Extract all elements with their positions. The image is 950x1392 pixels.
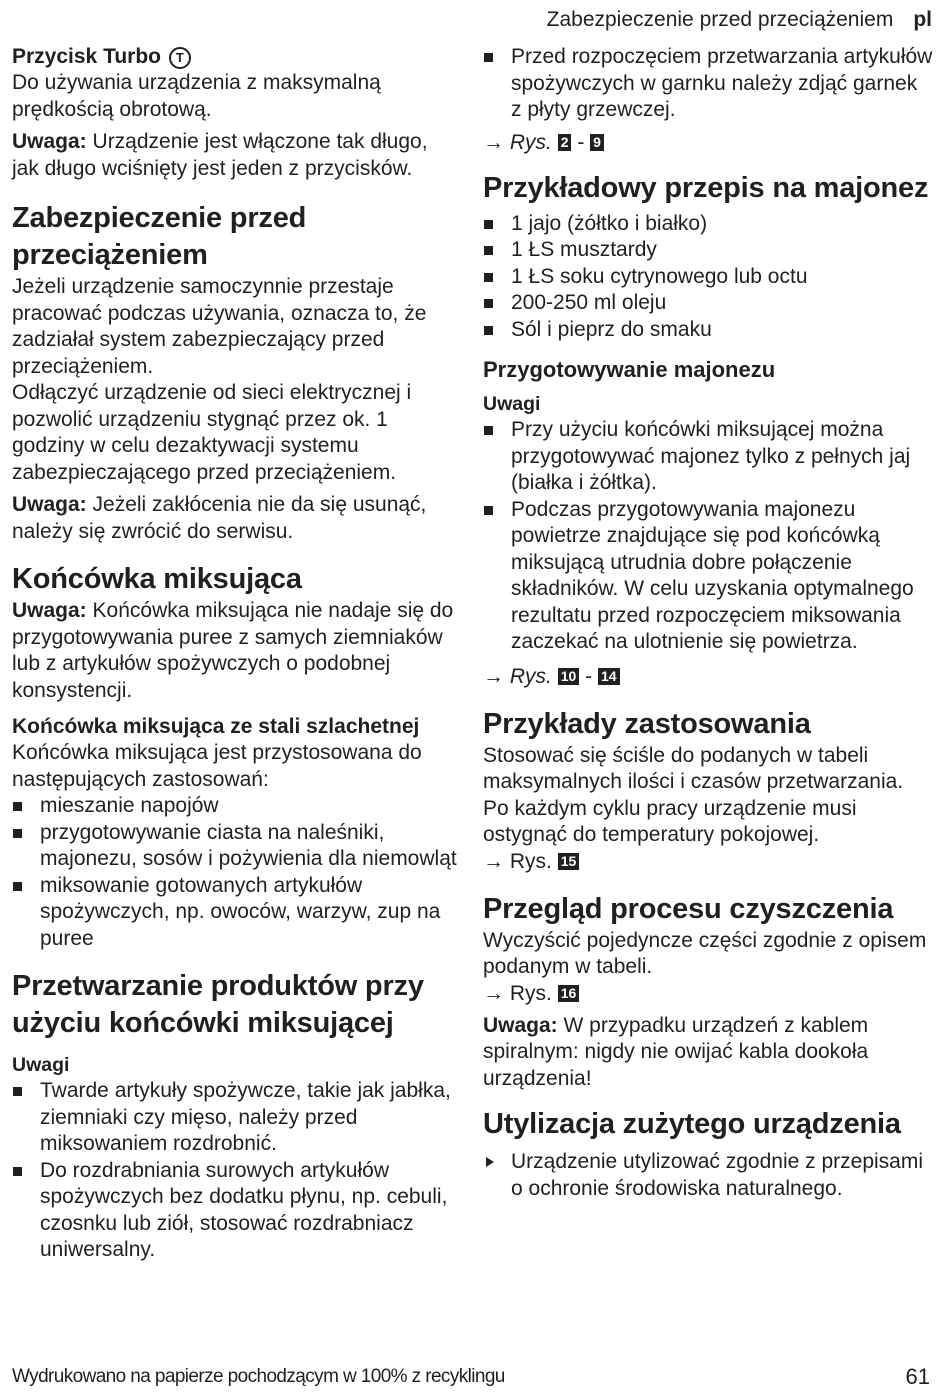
bullet-icon [484, 220, 493, 229]
list-item [483, 497, 933, 656]
overload-paragraph-1: Jeżeli urządzenie samoczynnie przestaje pracować podczas używania, oznacza to, że zadziałał system zabezpieczający przed przeciążeniem. [12, 275, 427, 378]
left-column [12, 44, 460, 1264]
steel-text: Końcówka miksująca jest przystosowana do następujących zastosowań: [12, 741, 422, 791]
page-number: 61 [905, 1364, 930, 1389]
figure-number: 2 [558, 134, 572, 151]
list-item-text: 1 jajo (żółtko i białko) [511, 211, 708, 235]
list-item-text: Przy użyciu końcówki miksującej można przygotowywać majonez tylko z pełnych jaj (białka i żółtka). [511, 418, 911, 494]
processing-notes-heading: Uwagi [12, 1054, 70, 1076]
bullet-icon [484, 246, 493, 255]
list-item-text: Sól i pieprz do smaku [511, 317, 712, 341]
list-item-text: mieszanie napojów [40, 794, 219, 817]
list-item-text: 200-250 ml oleju [511, 291, 667, 314]
language-tag: pl [913, 8, 932, 31]
bullet-icon [484, 326, 493, 335]
arrow-icon: → [483, 981, 504, 1005]
list-item [483, 317, 933, 344]
prep-notes-heading: Uwagi [483, 393, 541, 415]
arrow-icon: → [483, 849, 504, 873]
steel-heading: Końcówka miksująca ze stali szlachetnej [12, 715, 420, 738]
list-item [483, 290, 933, 317]
overload-heading: Zabezpieczenie przed przeciążeniem [12, 202, 307, 271]
turbo-heading [12, 44, 460, 70]
list-item [483, 1149, 933, 1202]
bullet-icon [484, 273, 493, 282]
list-item-text: 1 ŁS soku cytrynowego lub octu [511, 264, 808, 288]
note-text: W przypadku urządzeń z kablem spiralnym: nigdy nie owijać kabla dookoła urządzenia! [483, 1013, 869, 1090]
continued-list [483, 44, 933, 124]
figure-label: Rys. [509, 664, 552, 688]
prep-list [483, 417, 933, 656]
bullet-icon [484, 53, 493, 62]
list-item [12, 1158, 460, 1264]
bullet-icon [13, 802, 22, 811]
figure-reference [483, 981, 933, 1007]
list-item-text: 1 ŁS musztardy [511, 238, 657, 261]
turbo-note [12, 129, 460, 182]
note-label: Uwaga: [12, 599, 87, 622]
disposal-heading: Utylizacja zużytego urządzenia [483, 1108, 901, 1140]
list-item [12, 1078, 460, 1158]
list-item-text: Twarde artykuły spożywcze, takie jak jabłka, ziemniaki czy mięso, należy przed miksowaniem rozdrobnić. [40, 1079, 451, 1155]
list-item [483, 237, 933, 264]
examples-heading: Przykłady zastosowania [483, 707, 811, 740]
examples-paragraph-1: Stosować się ściśle do podanych w tabeli maksymalnych ilości i czasów przetwarzania. [483, 743, 904, 793]
blender-heading: Końcówka miksująca [12, 563, 302, 595]
note-label: Uwaga: [12, 493, 87, 516]
figure-reference [483, 664, 933, 690]
list-item-text: Podczas przygotowywania majonezu powietrze znajdujące się pod końcówką miksującą utrudnia dobre połączenie składników. W celu uzyskania optymalnego rezultatu przed rozpoczęciem miksowania zaczekać na ulotnienie się powietrza. [511, 497, 914, 653]
figure-label: Rys. [509, 849, 552, 873]
list-item [12, 820, 460, 873]
running-header [547, 8, 932, 32]
examples-paragraph-2: Po każdym cyklu pracy urządzenie musi ostygnąć do temperatury pokojowej. [483, 796, 857, 846]
blender-note [12, 598, 460, 704]
arrow-icon: → [483, 664, 504, 688]
bullet-icon [484, 299, 493, 308]
arrow-icon: → [483, 130, 504, 154]
list-item-text: Urządzenie utylizować zgodnie z przepisami o ochronie środowiska naturalnego. [511, 1150, 924, 1200]
list-item-text: Do rozdrabniania surowych artykułów spożywczych bez dodatku płynu, np. cebuli, czosnku lub ziół, stosować rozdrabniacz uniwersalny. [40, 1158, 448, 1261]
list-item [483, 211, 933, 238]
note-text: Urządzenie jest włączone tak długo, jak długo wciśnięty jest jeden z przycisków. [12, 130, 428, 180]
prep-heading: Przygotowywanie majonezu [483, 357, 776, 382]
footer-note: Wydrukowano na papierze pochodzącym w 100% z recyklingu [12, 1366, 505, 1387]
overload-note [12, 492, 460, 545]
list-item-text: miksowanie gotowanych artykułów spożywczych, np. owoców, warzyw, zup na puree [40, 873, 441, 950]
figure-dash: - [577, 130, 585, 154]
turbo-title: Przycisk Turbo [12, 45, 161, 68]
recipe-list [483, 211, 933, 344]
list-item-text: Przed rozpoczęciem przetwarzania artykułów spożywczych w garnku należy zdjąć garnek z płyty grzewczej. [511, 45, 933, 121]
figure-reference [483, 130, 933, 156]
overload-paragraph-2: Odłączyć urządzenie od sieci elektrycznej i pozwolić urządzeniu stygnąć przez ok. 1 godziny w celu dezaktywacji systemu zabezpieczającego przed przeciążeniem. [12, 381, 412, 484]
header-title: Zabezpieczenie przed przeciążeniem [546, 8, 894, 31]
figure-number: 9 [590, 134, 604, 151]
figure-number: 14 [598, 668, 620, 685]
turbo-symbol-icon: T [169, 47, 191, 69]
figure-number: 16 [558, 985, 580, 1002]
figure-label: Rys. [509, 981, 552, 1005]
list-item [12, 873, 460, 953]
triangle-bullet-icon [486, 1157, 494, 1167]
bullet-icon [13, 1087, 22, 1096]
note-text: Końcówka miksująca nie nadaje się do przygotowywania puree z samych ziemniaków lub z artykułów spożywczych o podobnej konsystencji. [12, 599, 454, 702]
note-label: Uwaga: [12, 130, 87, 153]
list-item [483, 264, 933, 291]
figure-dash: - [585, 664, 593, 688]
list-item [12, 793, 460, 820]
bullet-icon [484, 506, 493, 515]
list-item [483, 417, 933, 497]
note-label: Uwaga: [483, 1013, 558, 1037]
cleaning-text: Wyczyścić pojedyncze części zgodnie z opisem podanym w tabeli. [483, 928, 927, 978]
note-text: Jeżeli zakłócenia nie da się usunąć, należy się zwrócić do serwisu. [12, 493, 427, 543]
processing-list [12, 1078, 460, 1264]
turbo-text: Do używania urządzenia z maksymalną prędkością obrotową. [12, 71, 381, 121]
figure-number: 10 [558, 668, 580, 685]
cleaning-heading: Przegląd procesu czyszczenia [483, 892, 894, 925]
bullet-icon [13, 1167, 22, 1176]
figure-reference [483, 849, 933, 875]
list-item-text: przygotowywanie ciasta na naleśniki, majonezu, sosów i pożywienia dla niemowląt [40, 820, 457, 870]
cleaning-note [483, 1013, 933, 1093]
right-column [483, 44, 933, 1202]
bullet-icon [13, 882, 22, 891]
list-item [483, 44, 933, 124]
disposal-list [483, 1149, 933, 1202]
bullet-icon [484, 426, 493, 435]
recipe-heading: Przykładowy przepis na majonez [483, 171, 929, 204]
steel-list [12, 793, 460, 952]
figure-number: 15 [558, 853, 580, 870]
processing-heading: Przetwarzanie produktów przy użyciu końcówki miksującej [12, 970, 424, 1039]
bullet-icon [13, 829, 22, 838]
figure-label: Rys. [509, 130, 552, 154]
